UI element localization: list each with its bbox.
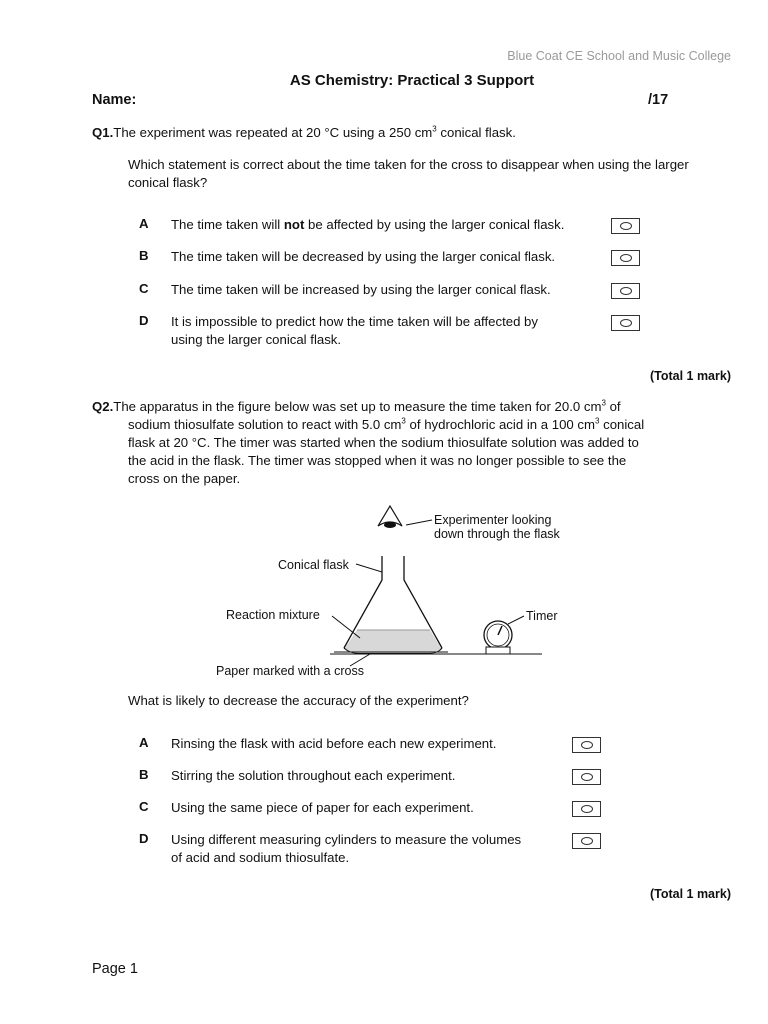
label-reaction-mixture: Reaction mixture (226, 608, 320, 622)
oval-bubble-icon (581, 837, 593, 845)
q1-option-a-checkbox[interactable] (611, 218, 640, 234)
oval-bubble-icon (581, 805, 593, 813)
q2-line2 (128, 416, 728, 434)
timer-leader-line (508, 616, 524, 624)
q2-l1b: of (605, 399, 621, 414)
q2-option-d-checkbox[interactable] (572, 833, 601, 849)
q2-option-a-checkbox[interactable] (572, 737, 601, 753)
apparatus-figure (210, 498, 572, 682)
label-paper: Paper marked with a cross (216, 664, 364, 678)
school-name: Blue Coat CE School and Music College (507, 49, 731, 63)
q1-total-mark: (Total 1 mark) (649, 369, 731, 383)
q2-option-c-text: Using the same piece of paper for each experiment. (171, 800, 474, 815)
q1-option-b-checkbox[interactable] (611, 250, 640, 266)
q2-l2b: of hydrochloric acid in a 100 cm (405, 417, 595, 432)
q2-option-b-text: Stirring the solution throughout each experiment. (171, 768, 456, 783)
label-timer: Timer (526, 609, 558, 623)
q1-line1b: conical flask. (436, 125, 516, 140)
q2-l2a: sodium thiosulfate solution to react with 5.0 cm (128, 417, 402, 432)
page-number: Page 1 (92, 961, 138, 977)
q1-number: Q1. (92, 125, 114, 140)
q1-option-c-checkbox[interactable] (611, 283, 640, 299)
oval-bubble-icon (581, 773, 593, 781)
q2-option-c-letter: C (139, 799, 149, 814)
q1-option-a-text (171, 216, 564, 234)
label-experimenter-2: down through the flask (434, 527, 560, 541)
q1-line1a: The experiment was repeated at 20 °C using a 250 cm (113, 125, 433, 140)
q1-option-d-text-1: It is impossible to predict how the time taken will be affected by (171, 314, 538, 329)
name-label: Name: (92, 92, 137, 108)
q1-option-b-letter: B (139, 248, 149, 263)
experimenter-leader-line (406, 520, 432, 525)
q2-number: Q2. (92, 399, 114, 414)
q2-line4: the acid in the flask. The timer was stopped when it was no longer possible to see the (128, 453, 627, 468)
stopwatch-icon (484, 621, 512, 654)
q1-a-bold: not (283, 217, 305, 232)
score-total: /17 (648, 92, 669, 108)
q2-option-b-letter: B (139, 767, 149, 782)
q1-option-c-letter: C (139, 281, 149, 296)
q2-line5: cross on the paper. (128, 471, 241, 486)
q2-option-d-text-1: Using different measuring cylinders to measure the volumes (171, 832, 522, 847)
q1-option-d-letter: D (139, 313, 149, 328)
q1-option-d-text-2: using the larger conical flask. (171, 332, 342, 347)
q1-a-post: be affected by using the larger conical flask. (304, 217, 565, 232)
oval-bubble-icon (620, 222, 632, 230)
q2-l1a: The apparatus in the figure below was set up to measure the time taken for 20.0 cm (113, 399, 602, 414)
flask-leader-line (356, 564, 382, 572)
q2-option-d-letter: D (139, 831, 149, 846)
label-conical-flask: Conical flask (278, 558, 349, 572)
q2-sup1: 3 (601, 398, 606, 408)
q1-stem: Which statement is correct about the time taken for the cross to disappear when using the larger conical flask? (128, 157, 689, 190)
q1-prompt (92, 124, 516, 142)
oval-bubble-icon (581, 741, 593, 749)
q1-option-b-text: The time taken will be decreased by using the larger conical flask. (171, 249, 556, 264)
q2-option-d-text-2: of acid and sodium thiosulfate. (171, 850, 350, 865)
q2-option-c-checkbox[interactable] (572, 801, 601, 817)
q2-option-a-text: Rinsing the flask with acid before each new experiment. (171, 736, 497, 751)
q2-total-mark: (Total 1 mark) (649, 887, 731, 901)
q2-line1 (92, 398, 621, 416)
q1-option-d-checkbox[interactable] (611, 315, 640, 331)
q2-option-a-letter: A (139, 735, 149, 750)
q2-option-b-checkbox[interactable] (572, 769, 601, 785)
q2-line3: flask at 20 °C. The timer was started when the sodium thiosulfate solution was added to (128, 435, 639, 450)
page-title: AS Chemistry: Practical 3 Support (289, 72, 535, 89)
q2-sup3: 3 (595, 416, 600, 426)
oval-bubble-icon (620, 287, 632, 295)
conical-flask-icon (344, 556, 442, 653)
q2-stem: What is likely to decrease the accuracy of the experiment? (128, 693, 469, 708)
q1-option-a-letter: A (139, 216, 149, 231)
label-experimenter-1: Experimenter looking (434, 513, 552, 527)
q2-l2c: conical (599, 417, 645, 432)
q2-sup2: 3 (401, 416, 406, 426)
oval-bubble-icon (620, 254, 632, 262)
oval-bubble-icon (620, 319, 632, 327)
q1-option-c-text: The time taken will be increased by using the larger conical flask. (171, 282, 551, 297)
eye-icon (378, 506, 402, 528)
q1-a-pre: The time taken will (171, 217, 284, 232)
q1-sup: 3 (432, 124, 437, 134)
